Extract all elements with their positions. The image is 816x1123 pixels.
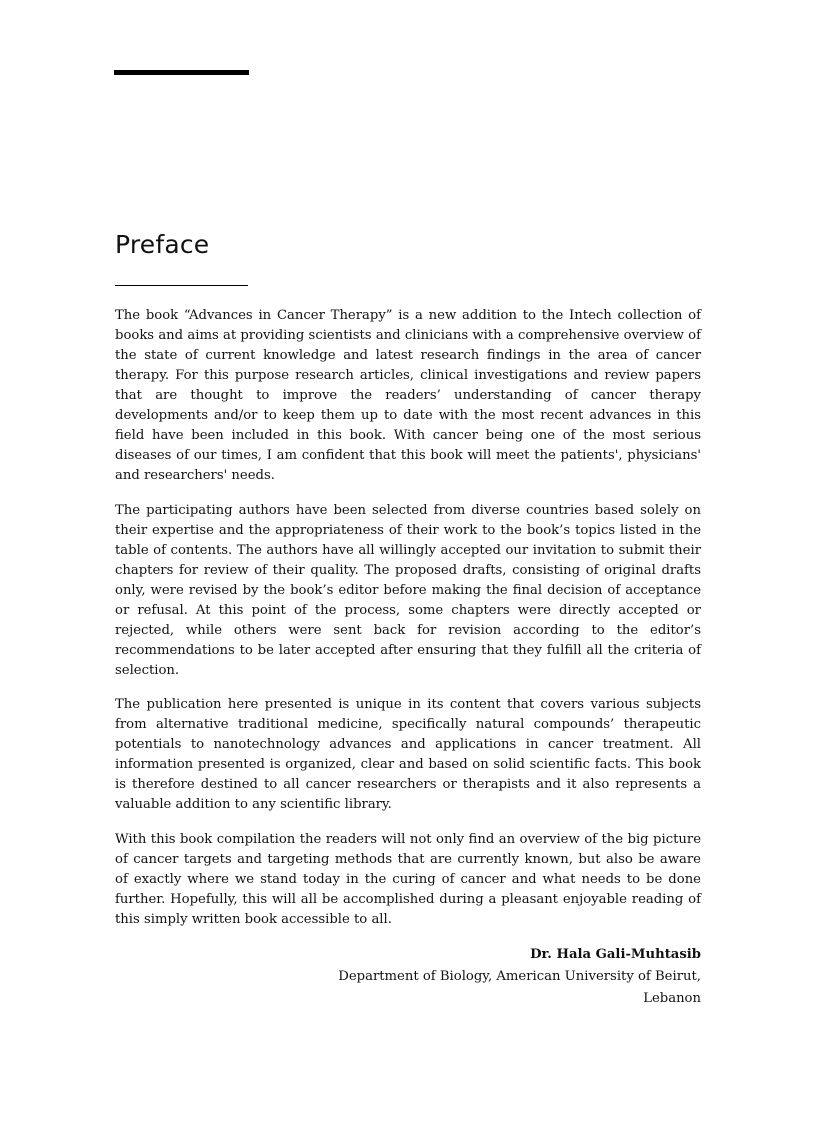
- paragraph: The book “Advances in Cancer Therapy” is a new addition to the Intech collection of books and aims at providing scientists and clinicians with a comprehensive overview of the state of current knowledge and latest research findings in the area of cancer therapy. For this purpose research articles, clinical investigations and review papers that are thought to improve the readers’ understanding of cancer therapy developments and/or to keep them up to date with the most recent advances in this field have been included in this book. With cancer being one of the most serious diseases of our times, I am confident that this book will meet the patients', physicians' and researchers' needs.: [115, 308, 701, 483]
- top-decorative-rule: [114, 70, 249, 75]
- signature-country: Lebanon: [643, 991, 701, 1006]
- page-title: Preface: [115, 230, 210, 259]
- paragraph: The participating authors have been selected from diverse countries based solely on their expertise and the appropriateness of their work to the book’s topics listed in the table of contents. The authors have all willingly accepted our invitation to submit their chapters for review of their quality. The proposed drafts, consisting of original drafts only, were revised by the book’s editor before making the final decision of acceptance or refusal. At this point of the process, some chapters were directly accepted or rejected, while others were sent back for revision according to the editor’s recommendations to be later accepted after ensuring that they fulfill all the criteria of selection.: [115, 502, 701, 678]
- preface-body: [115, 306, 701, 1010]
- paragraph: The publication here presented is unique in its content that covers various subjects from alternative traditional medicine, specifically natural compounds’ therapeutic potentials to nanotechnology advances and applications in cancer treatment. All information presented is organized, clear and based on solid scientific facts. This book is therefore destined to all cancer researchers or therapists and it also represents a valuable addition to any scientific library.: [115, 697, 701, 812]
- signature-affiliation: Department of Biology, American University of Beirut,: [338, 969, 701, 984]
- signature-block: [115, 944, 701, 1010]
- title-underline-rule: [115, 285, 248, 286]
- paragraph: With this book compilation the readers will not only find an overview of the big picture of cancer targets and targeting methods that are currently known, but also be aware of exactly where we stand today in the curing of cancer and what needs to be done further. Hopefully, this will all be accomplished during a pleasant enjoyable reading of this simply written book accessible to all.: [115, 831, 701, 927]
- signature-name: Dr. Hala Gali-Muhtasib: [530, 947, 701, 962]
